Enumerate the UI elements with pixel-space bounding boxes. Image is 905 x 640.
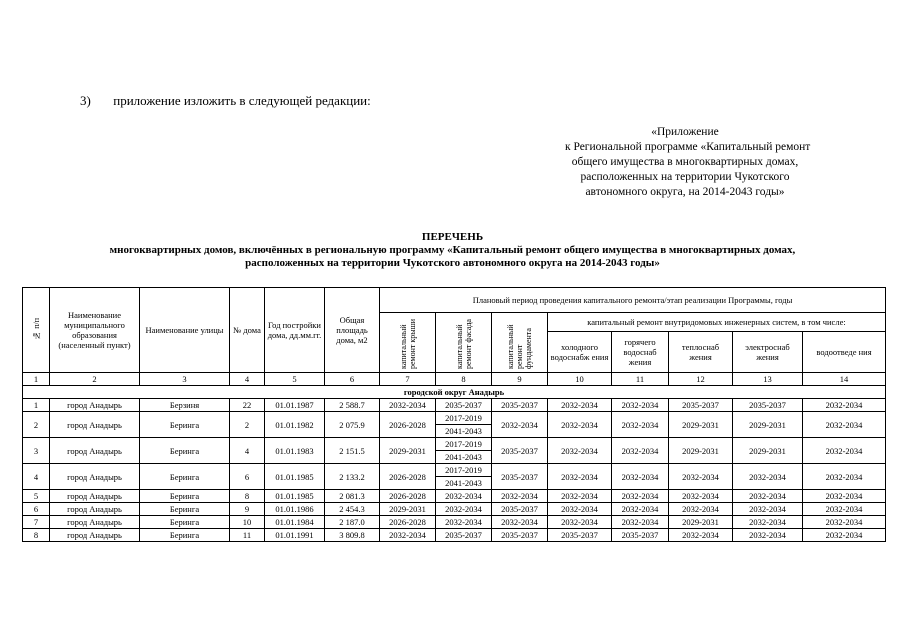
cell-electricity: 2032-2034 — [733, 529, 803, 542]
cell-hot-water: 2035-2037 — [612, 529, 669, 542]
cell-roof: 2032-2034 — [380, 399, 436, 412]
cell-electricity: 2032-2034 — [733, 503, 803, 516]
cell-number: 1 — [23, 399, 50, 412]
item-number: 3) — [80, 93, 91, 108]
cell-drainage: 2032-2034 — [803, 438, 886, 464]
cell-hot-water: 2032-2034 — [612, 438, 669, 464]
table-row — [23, 529, 886, 542]
cell-street: Беринга — [140, 464, 230, 490]
column-number: 2 — [50, 373, 140, 386]
cell-number: 3 — [23, 438, 50, 464]
cell-cold-water: 2032-2034 — [548, 490, 612, 503]
column-number: 6 — [325, 373, 380, 386]
cell-roof: 2029-2031 — [380, 503, 436, 516]
cell-drainage: 2032-2034 — [803, 464, 886, 490]
cell-house: 2 — [230, 412, 265, 438]
item-text: приложение изложить в следующей редакции: — [113, 93, 371, 108]
cell-street: Беринга — [140, 516, 230, 529]
cell-year: 01.01.1986 — [265, 503, 325, 516]
cell-number: 7 — [23, 516, 50, 529]
cell-year: 01.01.1983 — [265, 438, 325, 464]
cell-electricity: 2035-2037 — [733, 399, 803, 412]
cell-roof: 2032-2034 — [380, 529, 436, 542]
cell-foundation: 2032-2034 — [492, 490, 548, 503]
header-area: Общая площадь дома, м2 — [325, 288, 380, 373]
cell-electricity: 2029-2031 — [733, 438, 803, 464]
cell-area: 3 809.8 — [325, 529, 380, 542]
header-cold-water: холодного водоснабж ения — [548, 332, 612, 373]
cell-electricity: 2029-2031 — [733, 412, 803, 438]
cell-town: город Анадырь — [50, 464, 140, 490]
header-facade: капитальный ремонт фасада — [436, 313, 492, 373]
group-row — [23, 386, 886, 399]
cell-town: город Анадырь — [50, 490, 140, 503]
header-house: № дома — [230, 288, 265, 373]
cell-town: город Анадырь — [50, 516, 140, 529]
cell-house: 8 — [230, 490, 265, 503]
cell-facade: 2041-2043 — [436, 477, 492, 490]
cell-facade: 2032-2034 — [436, 516, 492, 529]
cell-facade: 2032-2034 — [436, 503, 492, 516]
amendment-item — [80, 93, 371, 109]
cell-year: 01.01.1991 — [265, 529, 325, 542]
cell-foundation: 2032-2034 — [492, 412, 548, 438]
cell-heat-supply: 2032-2034 — [669, 464, 733, 490]
cell-heat-supply: 2035-2037 — [669, 399, 733, 412]
cell-facade: 2017-2019 — [436, 412, 492, 425]
cell-year: 01.01.1987 — [265, 399, 325, 412]
column-number: 7 — [380, 373, 436, 386]
column-number: 12 — [669, 373, 733, 386]
cell-hot-water: 2032-2034 — [612, 399, 669, 412]
cell-electricity: 2032-2034 — [733, 516, 803, 529]
cell-facade: 2017-2019 — [436, 438, 492, 451]
title-line-1: многоквартирных домов, включённых в региональную программу «Капитальный ремонт общего имущества в многоквартирных домах, — [109, 244, 796, 256]
cell-heat-supply: 2029-2031 — [669, 438, 733, 464]
appendix-line: «Приложение — [651, 126, 719, 138]
cell-heat-supply: 2032-2034 — [669, 490, 733, 503]
cell-heat-supply: 2032-2034 — [669, 529, 733, 542]
cell-cold-water: 2032-2034 — [548, 503, 612, 516]
cell-facade: 2032-2034 — [436, 490, 492, 503]
header-electricity: электроснаб жения — [733, 332, 803, 373]
header-roof: капитальный ремонт крыши — [380, 313, 436, 373]
cell-town: город Анадырь — [50, 503, 140, 516]
table-row — [23, 438, 886, 451]
cell-facade: 2035-2037 — [436, 529, 492, 542]
cell-hot-water: 2032-2034 — [612, 490, 669, 503]
column-number: 8 — [436, 373, 492, 386]
cell-heat-supply: 2029-2031 — [669, 412, 733, 438]
header-foundation: капитальный ремонт фундамента — [492, 313, 548, 373]
cell-area: 2 588.7 — [325, 399, 380, 412]
cell-area: 2 151.5 — [325, 438, 380, 464]
cell-roof: 2026-2028 — [380, 412, 436, 438]
column-number: 13 — [733, 373, 803, 386]
cell-number: 6 — [23, 503, 50, 516]
cell-foundation: 2032-2034 — [492, 516, 548, 529]
appendix-header — [565, 125, 811, 200]
appendix-line: автономного округа, на 2014-2043 годы» — [585, 186, 785, 198]
cell-drainage: 2032-2034 — [803, 412, 886, 438]
cell-house: 11 — [230, 529, 265, 542]
cell-roof: 2029-2031 — [380, 438, 436, 464]
cell-hot-water: 2032-2034 — [612, 503, 669, 516]
column-number: 4 — [230, 373, 265, 386]
header-municipality: Наименование муниципального образования (населенный пункт) — [50, 288, 140, 373]
cell-foundation: 2035-2037 — [492, 438, 548, 464]
cell-hot-water: 2032-2034 — [612, 412, 669, 438]
column-number: 3 — [140, 373, 230, 386]
table-row — [23, 490, 886, 503]
cell-facade: 2041-2043 — [436, 425, 492, 438]
cell-cold-water: 2035-2037 — [548, 529, 612, 542]
cell-house: 9 — [230, 503, 265, 516]
header-engineering-systems: капитальный ремонт внутридомовых инженерных систем, в том числе: — [548, 313, 886, 332]
column-number: 14 — [803, 373, 886, 386]
cell-street: Берзиня — [140, 399, 230, 412]
cell-area: 2 133.2 — [325, 464, 380, 490]
cell-house: 4 — [230, 438, 265, 464]
cell-foundation: 2035-2037 — [492, 529, 548, 542]
table-row — [23, 516, 886, 529]
title-heading: ПЕРЕЧЕНЬ — [421, 231, 484, 243]
column-number: 10 — [548, 373, 612, 386]
cell-foundation: 2035-2037 — [492, 503, 548, 516]
cell-town: город Анадырь — [50, 412, 140, 438]
cell-facade: 2041-2043 — [436, 451, 492, 464]
cell-foundation: 2035-2037 — [492, 399, 548, 412]
cell-town: город Анадырь — [50, 529, 140, 542]
table-row — [23, 399, 886, 412]
cell-hot-water: 2032-2034 — [612, 464, 669, 490]
cell-number: 5 — [23, 490, 50, 503]
cell-hot-water: 2032-2034 — [612, 516, 669, 529]
group-label: городской округ Анадырь — [23, 386, 886, 399]
cell-electricity: 2032-2034 — [733, 464, 803, 490]
cell-drainage: 2032-2034 — [803, 490, 886, 503]
cell-number: 4 — [23, 464, 50, 490]
cell-year: 01.01.1985 — [265, 490, 325, 503]
appendix-line: расположенных на территории Чукотского — [580, 171, 790, 183]
cell-facade: 2035-2037 — [436, 399, 492, 412]
cell-heat-supply: 2029-2031 — [669, 516, 733, 529]
cell-street: Беринга — [140, 529, 230, 542]
table-row — [23, 464, 886, 477]
column-number: 5 — [265, 373, 325, 386]
cell-area: 2 075.9 — [325, 412, 380, 438]
cell-town: город Анадырь — [50, 399, 140, 412]
cell-year: 01.01.1984 — [265, 516, 325, 529]
cell-drainage: 2032-2034 — [803, 503, 886, 516]
cell-cold-water: 2032-2034 — [548, 399, 612, 412]
cell-number: 2 — [23, 412, 50, 438]
title-line-2: расположенных на территории Чукотского автономного округа на 2014-2043 годы» — [245, 257, 660, 269]
cell-roof: 2026-2028 — [380, 490, 436, 503]
header-heat-supply: теплоснаб жения — [669, 332, 733, 373]
cell-drainage: 2032-2034 — [803, 516, 886, 529]
header-hot-water: горячего водоснаб жения — [612, 332, 669, 373]
cell-street: Беринга — [140, 438, 230, 464]
cell-year: 01.01.1985 — [265, 464, 325, 490]
cell-cold-water: 2032-2034 — [548, 516, 612, 529]
cell-drainage: 2032-2034 — [803, 529, 886, 542]
cell-cold-water: 2032-2034 — [548, 464, 612, 490]
cell-number: 8 — [23, 529, 50, 542]
header-drainage: водоотведе ния — [803, 332, 886, 373]
cell-area: 2 081.3 — [325, 490, 380, 503]
cell-facade: 2017-2019 — [436, 464, 492, 477]
cell-house: 22 — [230, 399, 265, 412]
table-row — [23, 412, 886, 425]
appendix-line: общего имущества в многоквартирных домах, — [571, 156, 799, 168]
cell-area: 2 454.3 — [325, 503, 380, 516]
column-number: 11 — [612, 373, 669, 386]
cell-house: 10 — [230, 516, 265, 529]
cell-year: 01.01.1982 — [265, 412, 325, 438]
cell-street: Беринга — [140, 412, 230, 438]
cell-electricity: 2032-2034 — [733, 490, 803, 503]
cell-street: Беринга — [140, 490, 230, 503]
cell-cold-water: 2032-2034 — [548, 412, 612, 438]
cell-area: 2 187.0 — [325, 516, 380, 529]
header-num: № п/п — [23, 288, 50, 373]
cell-cold-water: 2032-2034 — [548, 438, 612, 464]
cell-drainage: 2032-2034 — [803, 399, 886, 412]
column-number: 1 — [23, 373, 50, 386]
cell-town: город Анадырь — [50, 438, 140, 464]
cell-heat-supply: 2032-2034 — [669, 503, 733, 516]
column-number: 9 — [492, 373, 548, 386]
cell-roof: 2026-2028 — [380, 464, 436, 490]
header-planned-period: Плановый период проведения капитального ремонта/этап реализации Программы, годы — [380, 288, 886, 313]
header-street: Наименование улицы — [140, 288, 230, 373]
table-row — [23, 503, 886, 516]
header-year: Год постройки дома, дд.мм.гг. — [265, 288, 325, 373]
column-number-row — [23, 373, 886, 386]
cell-roof: 2026-2028 — [380, 516, 436, 529]
document-title — [0, 231, 905, 270]
cell-house: 6 — [230, 464, 265, 490]
cell-street: Беринга — [140, 503, 230, 516]
houses-table — [22, 287, 886, 542]
cell-foundation: 2035-2037 — [492, 464, 548, 490]
appendix-line: к Региональной программе «Капитальный ремонт — [565, 141, 811, 153]
